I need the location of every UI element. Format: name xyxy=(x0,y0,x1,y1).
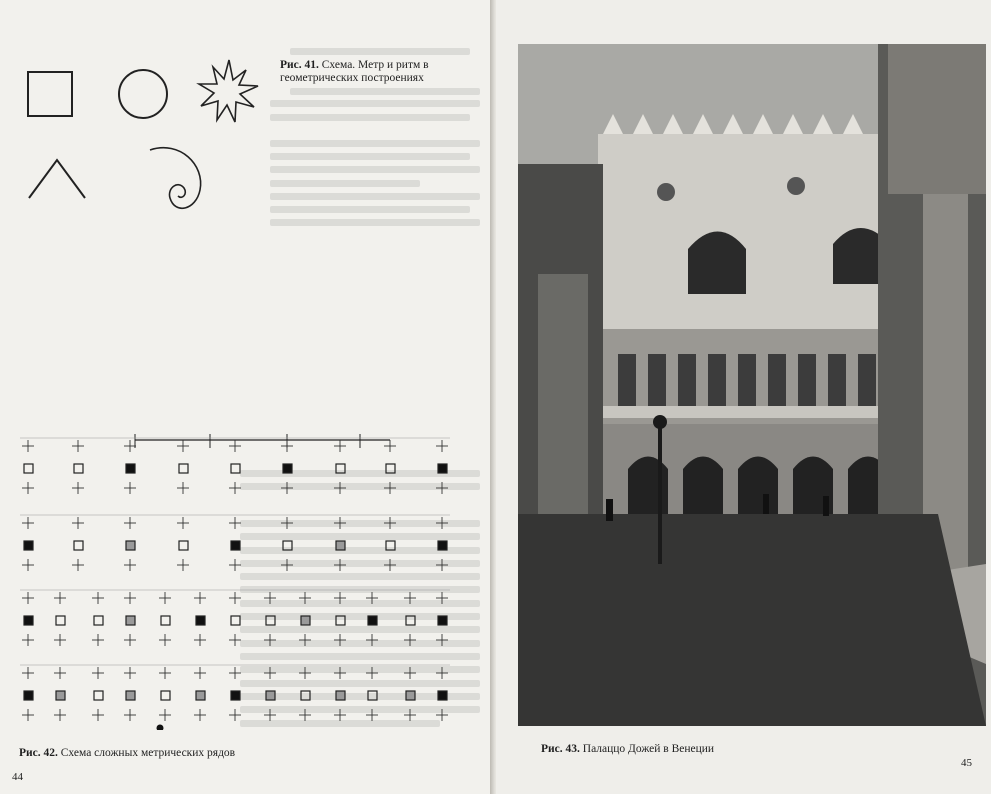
metric-square xyxy=(231,541,240,550)
metric-square xyxy=(336,541,345,550)
metric-square xyxy=(161,691,170,700)
metric-square xyxy=(231,691,240,700)
metric-square xyxy=(386,541,395,550)
metric-square xyxy=(336,616,345,625)
figure-41-text: Схема. Метр и ритм в геометрических построениях xyxy=(280,59,429,84)
metric-square xyxy=(24,464,33,473)
figure-43-label: Рис. 43. xyxy=(541,743,580,755)
metric-square xyxy=(336,691,345,700)
metric-square xyxy=(126,541,135,550)
metric-square xyxy=(368,691,377,700)
figure-42-metric-rows xyxy=(10,430,480,730)
metric-square xyxy=(24,616,33,625)
metric-square xyxy=(386,464,395,473)
metric-square xyxy=(438,541,447,550)
figure-43-caption xyxy=(541,743,714,756)
metric-square xyxy=(301,616,310,625)
star-shape xyxy=(199,60,258,122)
metric-square xyxy=(24,541,33,550)
metric-square xyxy=(126,691,135,700)
metric-square xyxy=(438,691,447,700)
page-number-left: 44 xyxy=(12,771,23,783)
metric-square xyxy=(56,616,65,625)
metric-square xyxy=(179,541,188,550)
metric-square xyxy=(266,616,275,625)
metric-square xyxy=(126,464,135,473)
metric-square xyxy=(438,464,447,473)
right-page xyxy=(496,0,991,794)
angle-shape xyxy=(29,160,85,198)
left-page xyxy=(0,0,494,794)
metric-square xyxy=(94,691,103,700)
metric-square xyxy=(266,691,275,700)
metric-square xyxy=(406,691,415,700)
figure-41-caption xyxy=(280,59,470,85)
metric-square xyxy=(126,616,135,625)
metric-square xyxy=(74,541,83,550)
metric-square xyxy=(196,691,205,700)
figure-41-label: Рис. 41. xyxy=(280,59,319,71)
metric-square xyxy=(336,464,345,473)
figure-42-text: Схема сложных метрических рядов xyxy=(60,747,236,759)
metric-square xyxy=(196,616,205,625)
circle-shape xyxy=(119,70,167,118)
square-shape xyxy=(28,72,72,116)
figure-43-text: Палаццо Дожей в Венеции xyxy=(582,743,715,755)
metric-square xyxy=(231,464,240,473)
metric-square xyxy=(283,541,292,550)
palazzo-ducale-photo xyxy=(518,44,986,726)
metric-square xyxy=(406,616,415,625)
spiral-shape xyxy=(150,148,201,209)
figure-42-caption xyxy=(19,747,235,760)
metric-square xyxy=(438,616,447,625)
metric-square xyxy=(301,691,310,700)
metric-square xyxy=(161,616,170,625)
metric-square xyxy=(283,464,292,473)
metric-square xyxy=(231,616,240,625)
metric-square xyxy=(74,464,83,473)
page-number-right: 45 xyxy=(961,757,972,769)
metric-square xyxy=(56,691,65,700)
figure-41-shapes xyxy=(10,50,270,250)
metric-square xyxy=(94,616,103,625)
figure-42-label: Рис. 42. xyxy=(19,747,58,759)
metric-square xyxy=(24,691,33,700)
metric-square xyxy=(179,464,188,473)
metric-square xyxy=(368,616,377,625)
